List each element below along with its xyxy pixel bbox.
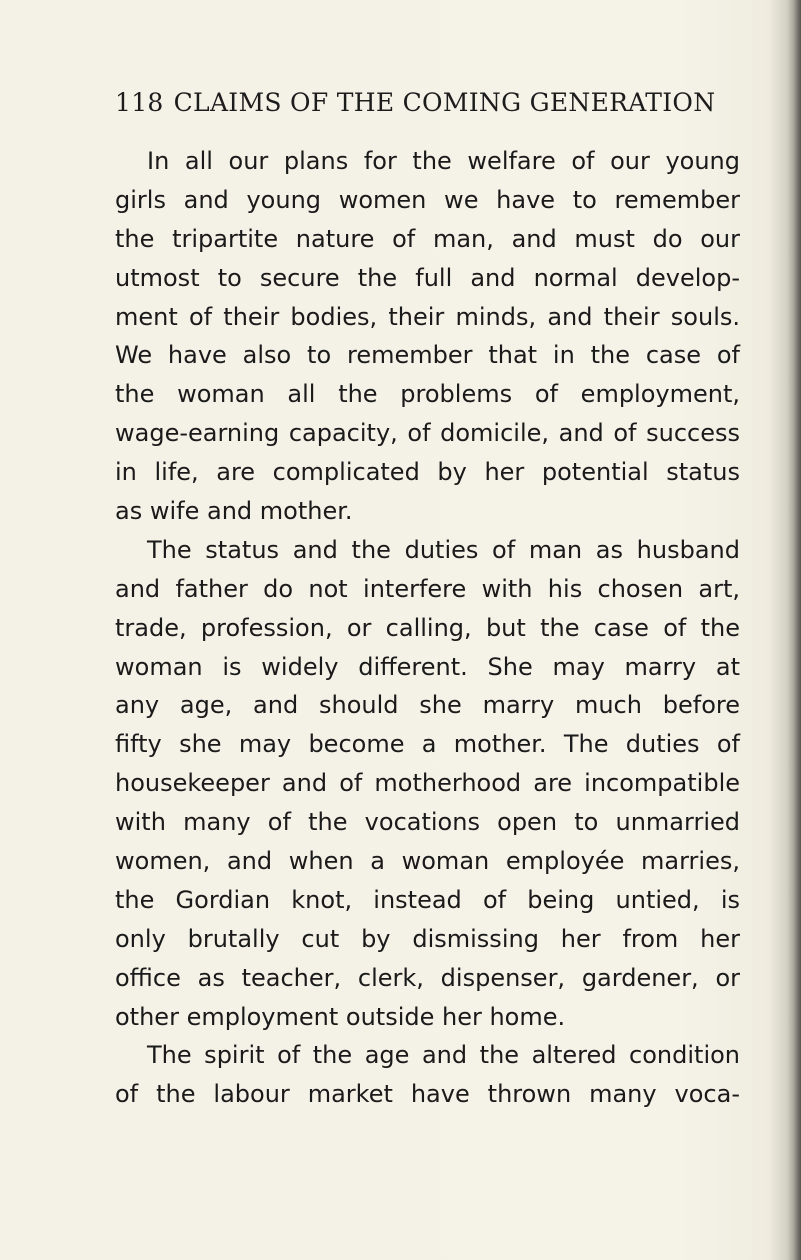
text-line: ment of their bodies, their minds, and their souls. (115, 302, 740, 331)
text-line: and father do not interfere with his chosen art, (115, 574, 740, 603)
text-line: housekeeper and of motherhood are incompatible (115, 769, 740, 798)
text-line: with many of the vocations open to unmarried (115, 808, 740, 837)
text-line: woman is widely different. She may marry at (115, 652, 740, 681)
running-header (115, 88, 735, 117)
text-line: of the labour market have thrown many voca- (115, 1080, 740, 1109)
text-line: only brutally cut by dismissing her from her (115, 924, 740, 953)
text-line: office as teacher, clerk, dispenser, gardener, or (115, 963, 740, 992)
text-line: girls and young women we have to remember (115, 185, 740, 214)
text-line: women, and when a woman employée marries, (115, 847, 740, 876)
text-line: The status and the duties of man as husband (147, 535, 740, 564)
text-line: In all our plans for the welfare of our young (147, 147, 740, 175)
text-line: utmost to secure the full and normal develop- (115, 263, 740, 292)
text-line: any age, and should she marry much before (115, 691, 740, 720)
text-line: The spirit of the age and the altered condition (147, 1041, 740, 1070)
text-line: the tripartite nature of man, and must do our (115, 224, 740, 253)
text-line: wage-earning capacity, of domicile, and of success (115, 419, 740, 448)
text-line: in life, are complicated by her potential status (115, 458, 740, 487)
body-text (115, 142, 740, 1114)
text-line: trade, profession, or calling, but the case of the (115, 613, 740, 642)
text-line: fifty she may become a mother. The duties of (115, 730, 740, 759)
text-line: the woman all the problems of employment, (115, 380, 740, 409)
text-line: the Gordian knot, instead of being untied, is (115, 885, 740, 914)
page-number: 118 (115, 88, 164, 117)
text-line: We have also to remember that in the case of (115, 341, 740, 370)
text-line: as wife and mother. (115, 497, 353, 526)
running-title: CLAIMS OF THE COMING GENERATION (173, 88, 716, 117)
page-edge-shadow (787, 0, 801, 1260)
text-line: other employment outside her home. (115, 1002, 566, 1031)
